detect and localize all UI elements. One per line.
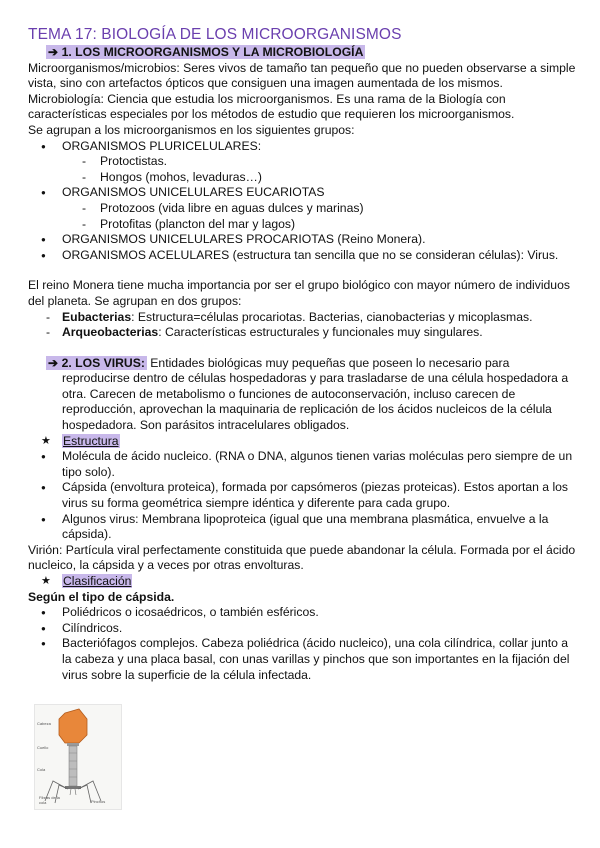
paragraph-grupos-intro: Se agrupan a los microorganismos en los siguientes grupos:: [28, 122, 355, 137]
star-icon: ★: [41, 575, 51, 587]
groups-list: [28, 139, 576, 155]
label-cola: Cola: [37, 767, 46, 772]
term-eubacterias: Eubacterias: [62, 309, 132, 324]
capsida-subheading: [28, 590, 576, 606]
section-1-heading: [28, 45, 576, 61]
label-pinchos: Pinchos: [91, 799, 106, 804]
pin: [75, 789, 76, 795]
paragraph-virion: Virión: Partícula viral perfectamente constituida que puede abandonar la célula. Formada por el ácido nucleico, la cápsida y a veces por otras envolturas.: [28, 542, 576, 573]
phage-tail: [69, 746, 77, 786]
list-item: - Protofitas (plancton del mar y lagos): [28, 217, 576, 233]
eucariotas-sublist: [28, 201, 576, 232]
pluricelulares-sublist: [28, 154, 576, 185]
estructura-list: [28, 449, 576, 543]
clasificacion-label: Clasificación: [63, 574, 132, 588]
list-item: ● Bacteriófagos complejos. Cabeza poliédrica (ácido nucleico), una cola cilíndrica, collar junto a la cabeza y una placa basal, con unas varillas y pinchos que son importantes en la fijación del virus sobre la superficie de la célula infectada.: [28, 636, 576, 683]
pin: [70, 789, 71, 795]
list-item: - Protozoos (vida libre en aguas dulces y marinas): [28, 201, 576, 217]
clasificacion-list: [28, 605, 576, 683]
estructura-label: Estructura: [63, 433, 119, 448]
definition-arqueobacterias: : Características estructurales y funcionales muy singulares.: [158, 325, 483, 340]
virus-definition: Entidades biológicas muy pequeñas que poseen lo necesario para reproducirse dentro de células hospedadoras y para trasladarse de una célula hospedadora a otra. Carecen de metabolismo o funciones de autoconservación, incluso carecen de reproducción, aprovechan la maquinaria de replicación de los ácidos nucleicos de la célula hospedadora. Son parásitos intracelulares obligados.: [62, 355, 569, 433]
groups-list-3: [28, 232, 576, 263]
list-item: ● ORGANISMOS UNICELULARES EUCARIOTAS: [28, 185, 576, 201]
list-item: [28, 325, 576, 341]
list-item: - Hongos (mohos, levaduras…): [28, 170, 576, 186]
term-arqueobacterias: Arqueobacterias: [62, 325, 159, 340]
list-item: ● Poliédricos o icosaédricos, o también esféricos.: [28, 605, 576, 621]
page-title: TEMA 17: BIOLOGÍA DE LOS MICROORGANISMOS: [28, 26, 402, 43]
estructura-heading: [28, 434, 576, 450]
phage-collar: [67, 743, 79, 746]
section-2-heading: ➔ 2. LOS VIRUS:: [48, 355, 145, 370]
list-item: ● Cilíndricos.: [28, 621, 576, 637]
document-page: [28, 26, 576, 683]
list-item: [28, 310, 576, 326]
list-item: ● Molécula de ácido nucleico. (RNA o DNA, algunos tienen varias moléculas pero siempre de un tipo solo).: [28, 449, 576, 480]
phage-head: [59, 709, 87, 743]
definition-eubacterias: : Estructura=células procariotas. Bacterias, cianobacterias y micoplasmas.: [131, 309, 533, 324]
list-item: ● ORGANISMOS PLURICELULARES:: [28, 139, 576, 155]
spacer: [28, 263, 576, 278]
section-1-heading-text: ➔ 1. LOS MICROORGANISMOS Y LA MICROBIOLOGÍA: [48, 45, 364, 59]
groups-list-2: [28, 185, 576, 201]
list-item: ● ORGANISMOS ACELULARES (estructura tan sencilla que no se consideran células): Virus.: [28, 248, 576, 264]
label-cabeza: Cabeza: [37, 721, 51, 726]
list-item: ● ORGANISMOS UNICELULARES PROCARIOTAS (Reino Monera).: [28, 232, 576, 248]
paragraph-microorganismos: Microorganismos/microbios: Seres vivos de tamaño tan pequeño que no pueden observarse a simple vista, sino con artefactos ópticos que consiguen una imagen aumentada de los mismos.: [28, 60, 576, 91]
bacteriophage-figure: [34, 704, 122, 810]
clasificacion-heading: [28, 574, 576, 590]
paragraph-monera: El reino Monera tiene mucha importancia por ser el grupo biológico con mayor número de individuos del planeta. Se agrupan en dos grupos:: [28, 278, 570, 308]
label-cuello: Cuello: [37, 745, 49, 750]
capsida-subheading-text: Según el tipo de cápsida.: [28, 589, 175, 604]
tail-fiber: [80, 781, 101, 801]
label-fibras: Fibras de la cola: [39, 795, 60, 805]
list-item: ● Algunos virus: Membrana lipoproteica (igual que una membrana plasmática, envuelve a la cápsida).: [28, 512, 576, 543]
list-item: - Protoctistas.: [28, 154, 576, 170]
paragraph-microbiologia: Microbiología: Ciencia que estudia los microorganismos. Es una rama de la Biología con características especiales por los métodos de estudio que requieren los microorganismos.: [28, 91, 515, 122]
star-icon: ★: [41, 434, 51, 447]
section-2-paragraph: [28, 356, 576, 434]
spacer: [28, 341, 576, 356]
list-item: ● Cápsida (envoltura proteica), formada por capsómeros (piezas proteicas). Estos aportan a los virus su forma geométrica siempre idéntica y diferente para cada grupo.: [28, 480, 576, 511]
monera-list: [28, 310, 576, 341]
